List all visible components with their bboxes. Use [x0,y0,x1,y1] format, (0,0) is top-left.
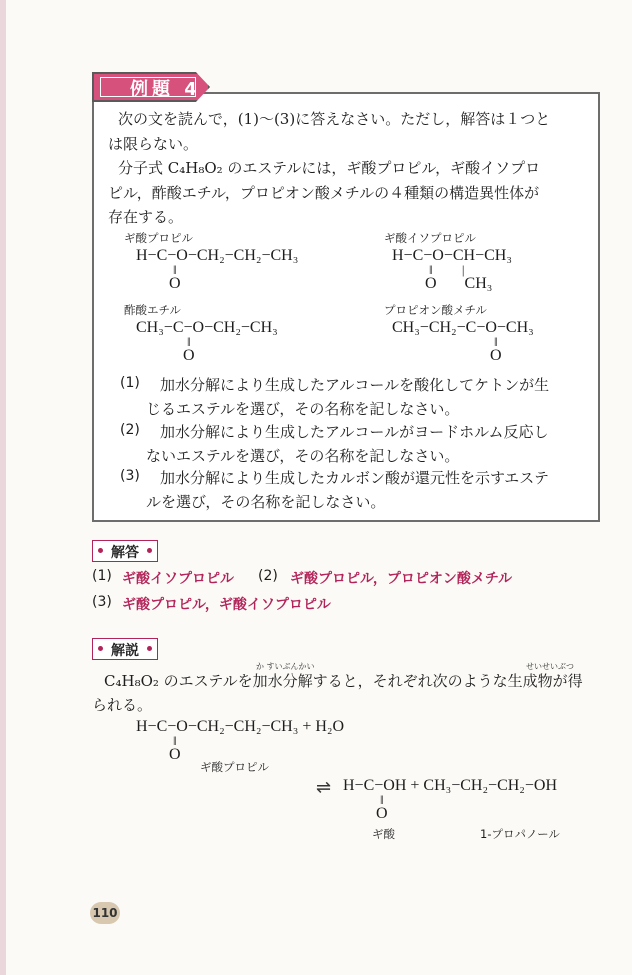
question-2-number: (2) [120,422,140,438]
structure-oxygen-ethyl-acetate: O [183,347,195,364]
furigana-seiseibutsu: せいせいぶつ [526,662,574,671]
structure-name-ethyl-acetate: 酢酸エチル [124,303,181,317]
product-oxygen: O [376,805,388,822]
structure-name-propyl-formate: ギ酸プロピル [124,231,193,245]
example-text-line-3: 分子式 C₄H₈O₂ のエステルには，ギ酸プロピル，ギ酸イソプロ [118,159,541,177]
example-text-line-4: ピル，酢酸エチル，プロピオン酸メチルの４種類の構造異性体が [108,184,540,202]
reactant-oxygen: O [169,746,181,763]
structure-bond-ethyl-acetate: ‖ [187,334,191,349]
product-2-name: 1-プロパノール [480,827,560,841]
product-1-name: ギ酸 [372,827,395,841]
question-1-line-2: じるエステルを選び，その名称を記しなさい。 [146,400,460,418]
question-1-number: (1) [120,375,140,391]
structure-bond-propyl-formate: ‖ [173,262,177,277]
structure-bond-methyl-propionate: ‖ [494,334,498,349]
question-3-number: (3) [120,468,140,484]
question-1-line-1: 加水分解により生成したアルコールを酸化してケトンが生 [160,376,550,394]
question-2-line-2: ないエステルを選び，その名称を記しなさい。 [146,447,460,465]
page-number: 110 [90,902,120,924]
structure-formula-ethyl-acetate: CH₃−C−O−CH₂−CH₃ [136,319,278,336]
answer-3-number: (3) [92,594,112,610]
equilibrium-arrow-icon: ⇌ [316,777,332,798]
answer-2-text: ギ酸プロピル，プロピオン酸メチル [290,571,513,587]
structure-oxygen-propyl-formate: O [169,275,181,292]
example-text-line-5: 存在する。 [108,208,184,226]
margin-stripe [0,0,6,975]
example-label: 例題 4 [130,79,201,100]
structure-formula-methyl-propionate: CH₃−CH₂−C−O−CH₃ [392,319,534,336]
product-formula: H−C−OH + CH₃−CH₂−CH₂−OH [343,777,557,794]
example-text-line-2: は限らない。 [108,135,199,153]
structure-name-methyl-propionate: プロピオン酸メチル [384,303,487,317]
explanation-text-line-1: C₄H₈O₂ のエステルを加水分解すると，それぞれ次のような生成物が得 [104,672,583,690]
question-3-line-1: 加水分解により生成したカルボン酸が還元性を示すエステ [160,469,549,487]
structure-oxygen-isopropyl-formate: O CH₃ [425,275,493,292]
answer-2-number: (2) [258,568,278,584]
answer-label: 解答 [92,540,158,562]
example-text-line-1: 次の文を読んで，(1)〜(3)に答えなさい。ただし，解答は１つと [118,110,551,128]
reactant-name: ギ酸プロピル [200,760,269,774]
answer-1-text: ギ酸イソプロピル [122,571,234,587]
explanation-label: 解説 [92,638,158,660]
structure-oxygen-methyl-propionate: O [490,347,502,364]
reactant-formula: H−C−O−CH₂−CH₂−CH₃ + H₂O [136,718,345,735]
structure-name-isopropyl-formate: ギ酸イソプロピル [384,231,476,245]
answer-1-number: (1) [92,568,112,584]
question-2-line-1: 加水分解により生成したアルコールがヨードホルム反応し [160,423,549,441]
answer-3-text: ギ酸プロピル，ギ酸イソプロピル [122,597,331,613]
question-3-line-2: ルを選び，その名称を記しなさい。 [146,493,386,511]
furigana-kasuibunkai: か すいぶんかい [256,662,315,671]
product-bond: ‖ [380,792,384,807]
reactant-bond: ‖ [173,733,177,748]
structure-bond-isopropyl-formate: ‖ | [429,262,465,277]
structure-formula-isopropyl-formate: H−C−O−CH−CH₃ [392,247,512,264]
explanation-text-line-2: られる。 [92,696,153,714]
structure-formula-propyl-formate: H−C−O−CH₂−CH₂−CH₃ [136,247,299,264]
